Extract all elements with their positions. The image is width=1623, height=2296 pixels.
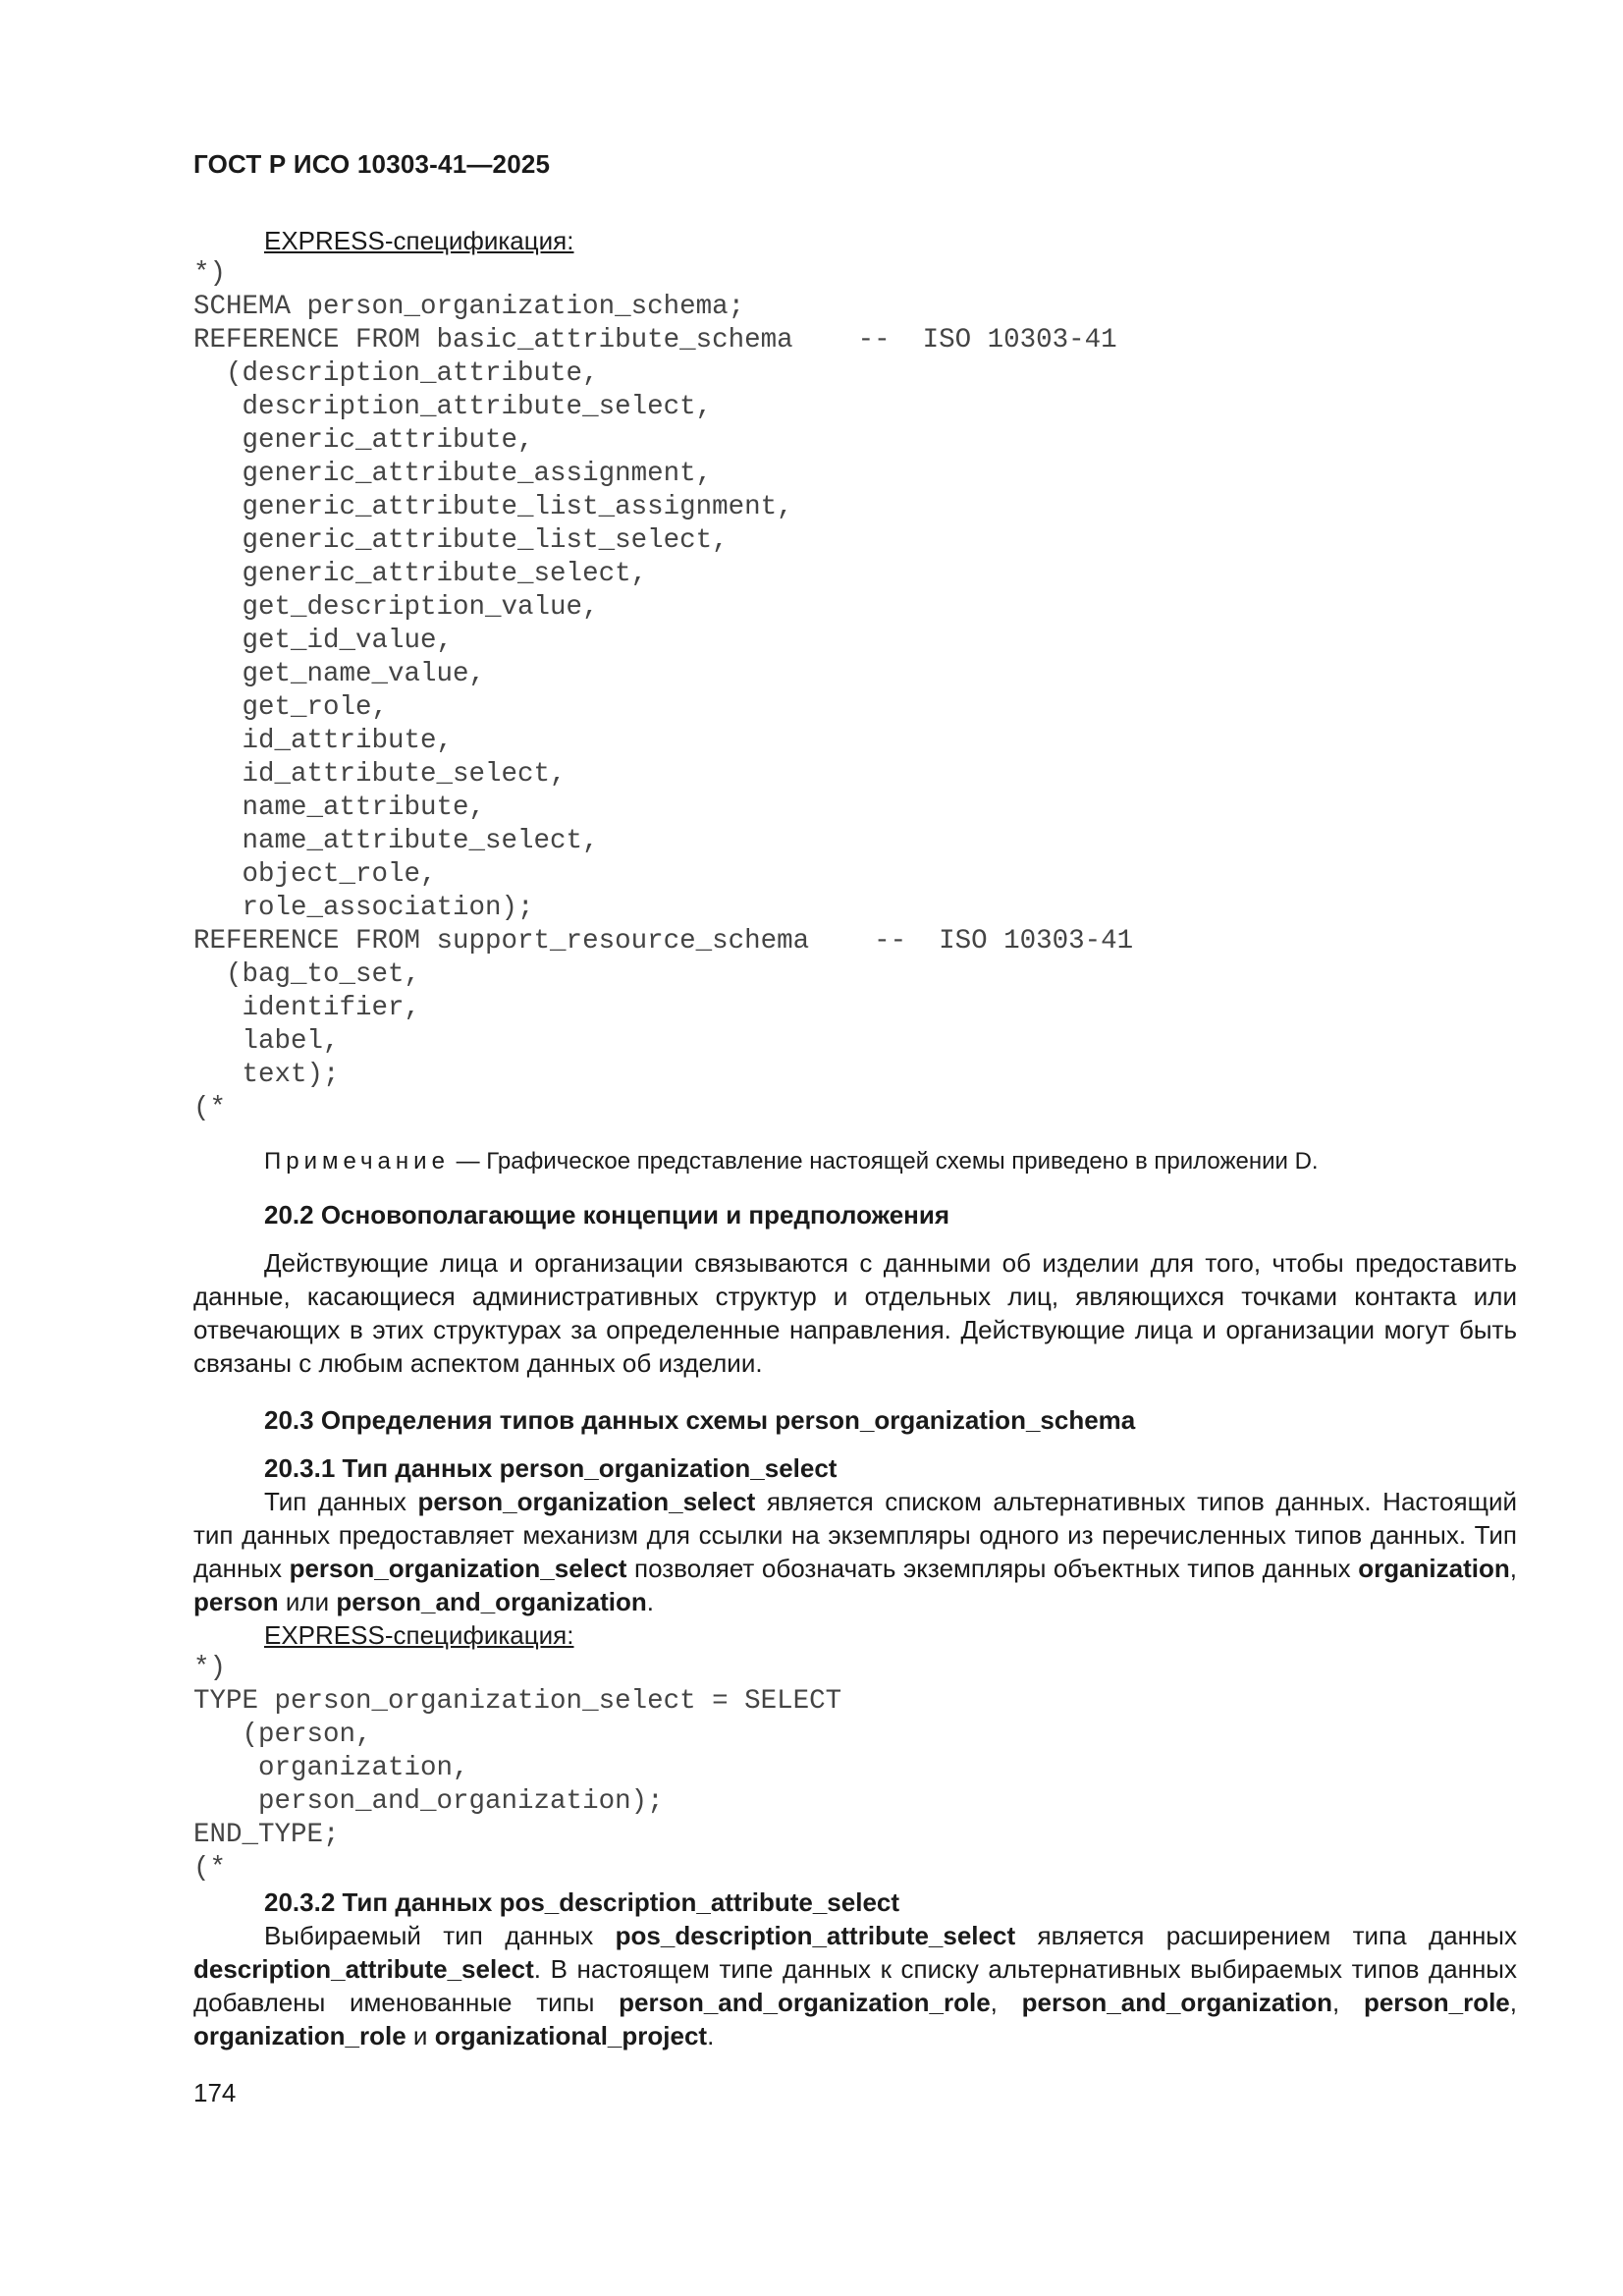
schema-code-line: (description_attribute, xyxy=(193,358,599,389)
schema-code-block xyxy=(193,257,1517,1125)
type-code-line: organization, xyxy=(193,1753,469,1783)
express-spec-label-2: EXPRESS-спецификация: xyxy=(264,1620,574,1650)
document-header: ГОСТ Р ИСО 10303-41—2025 xyxy=(193,149,551,179)
type-code-block xyxy=(193,1652,1517,1886)
schema-code-line: get_role, xyxy=(193,692,389,723)
schema-code-line: generic_attribute_select, xyxy=(193,559,648,589)
section-heading-20-2: 20.2 Основополагающие концепции и предположения xyxy=(264,1200,950,1230)
type-code-line: (* xyxy=(193,1853,227,1884)
section-heading-20-3-1: 20.3.1 Тип данных person_organization_select xyxy=(264,1453,838,1483)
schema-code-line: (* xyxy=(193,1093,227,1123)
schema-code-line: (bag_to_set, xyxy=(193,959,421,990)
schema-code-line: *) xyxy=(193,258,227,289)
section-20-2-paragraph: Действующие лица и организации связываются с данными об изделии для того, чтобы предоставить данные, касающиеся административных структур и отдельных лиц, являющихся точками контакта или отвечающих в этих структурах за определенные направления. Действующие лица и организации могут быть связаны с любым аспектом данных об изделии. xyxy=(193,1248,1517,1378)
schema-code-line: role_association); xyxy=(193,893,534,923)
schema-code-line: get_name_value, xyxy=(193,659,486,689)
schema-code-line: text); xyxy=(193,1060,340,1090)
section-heading-20-3-2: 20.3.2 Тип данных pos_description_attribute_select xyxy=(264,1887,900,1917)
schema-code-line: generic_attribute, xyxy=(193,425,534,456)
schema-code-line: generic_attribute_list_assignment, xyxy=(193,492,793,522)
schema-code-line: id_attribute_select, xyxy=(193,759,567,790)
type-code-line: person_and_organization); xyxy=(193,1786,664,1817)
schema-code-line: object_role, xyxy=(193,859,437,890)
schema-code-line: generic_attribute_list_select, xyxy=(193,525,729,556)
schema-code-line: name_attribute_select, xyxy=(193,826,599,856)
schema-code-line: REFERENCE FROM support_resource_schema -- ISO 10303-41 xyxy=(193,926,1134,957)
schema-code-line: identifier, xyxy=(193,993,421,1023)
schema-code-line: label, xyxy=(193,1026,340,1057)
type-code-line: (person, xyxy=(193,1720,372,1750)
schema-code-line: generic_attribute_assignment, xyxy=(193,459,713,489)
section-20-3-2-paragraph: Выбираемый тип данных pos_description_attribute_select является расширением типа данных description_attribute_select. В настоящем типе данных к списку альтернативных выбираемых типов данных добавлены именованные типы person_and_organization_role, person_and_organization, person_role, organization_role и organizational_project. xyxy=(193,1921,1517,2050)
schema-code-line: get_id_value, xyxy=(193,626,454,656)
note-text: — Графическое представление настоящей схемы приведено в приложении D. xyxy=(449,1148,1319,1175)
note-label: Примечание xyxy=(264,1148,450,1175)
schema-code-line: name_attribute, xyxy=(193,793,486,823)
note xyxy=(193,1145,1517,1178)
page-number: 174 xyxy=(193,2078,237,2107)
type-code-line: *) xyxy=(193,1653,227,1683)
express-spec-label: EXPRESS-спецификация: xyxy=(264,226,574,255)
type-code-line: TYPE person_organization_select = SELECT xyxy=(193,1686,842,1717)
type-code-line: END_TYPE; xyxy=(193,1820,340,1850)
section-20-3-1-paragraph: Тип данных person_organization_select является списком альтернативных типов данных. Настоящий тип данных предоставляет механизм для ссылки на экземпляры одного из перечисленных типов данных. Тип данных person_organization_select позволяет обозначать экземпляры объектных типов данных organization, person или person_and_organization. xyxy=(193,1487,1518,1616)
schema-code-line: id_attribute, xyxy=(193,726,454,756)
schema-code-line: SCHEMA person_organization_schema; xyxy=(193,292,745,322)
page-content xyxy=(193,224,1517,2052)
schema-code-line: REFERENCE FROM basic_attribute_schema -- ISO 10303-41 xyxy=(193,325,1117,355)
section-heading-20-3: 20.3 Определения типов данных схемы person_organization_schema xyxy=(264,1405,1136,1435)
schema-code-line: description_attribute_select, xyxy=(193,392,713,422)
schema-code-line: get_description_value, xyxy=(193,592,599,623)
